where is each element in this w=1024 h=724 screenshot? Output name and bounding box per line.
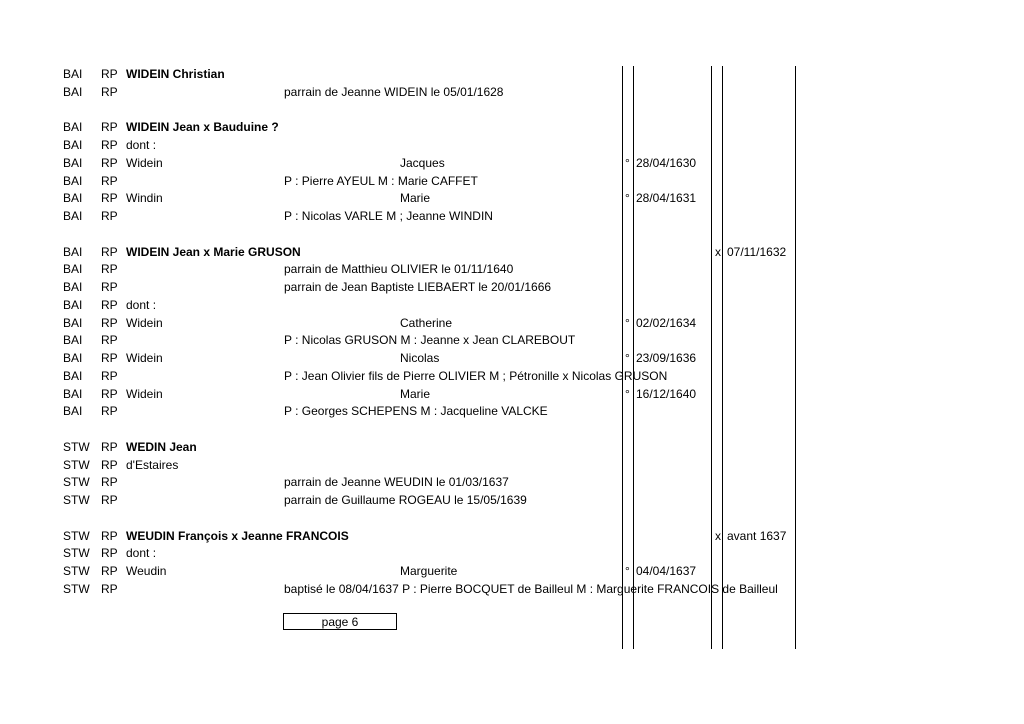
name-cell: d'Estaires <box>126 457 179 472</box>
register-row <box>0 261 1024 278</box>
parish-code: STW <box>63 581 90 596</box>
parish-code: BAI <box>63 173 83 188</box>
parish-code: BAI <box>63 368 83 383</box>
register-code: RP <box>101 262 118 277</box>
parish-code: STW <box>63 493 90 507</box>
name-cell: WEUDIN François x Jeanne FRANCOIS <box>126 528 349 543</box>
register-code: RP <box>101 475 118 490</box>
register-row <box>0 439 1024 456</box>
register-code: RP <box>101 439 118 454</box>
register-row <box>0 155 1024 172</box>
register-row <box>0 279 1024 296</box>
name-cell: WIDEIN Jean x Bauduine ? <box>126 120 279 135</box>
register-code: RP <box>101 333 118 348</box>
detail-cell: parrain de Jean Baptiste LIEBAERT le 20/01/1666 <box>284 280 552 294</box>
parish-code: STW <box>63 475 90 490</box>
detail-cell: parrain de Jeanne WEUDIN le 01/03/1637 <box>284 475 509 490</box>
parish-code: BAI <box>63 84 83 99</box>
detail-cell: P : Nicolas GRUSON M : Jeanne x Jean CLAREBOUT <box>284 333 576 348</box>
parish-code: BAI <box>63 404 83 419</box>
firstname-cell: Nicolas <box>400 351 440 365</box>
register-row <box>0 403 1024 420</box>
register-row <box>0 386 1024 403</box>
parish-code: BAI <box>63 333 83 348</box>
register-row <box>0 315 1024 332</box>
parish-code: STW <box>63 528 90 543</box>
register-code: RP <box>101 155 118 170</box>
register-code: RP <box>101 315 118 330</box>
parish-code: BAI <box>63 280 83 294</box>
register-code: RP <box>101 581 118 596</box>
marriage-date: avant 1637 <box>727 528 787 543</box>
birth-marker: ° <box>625 564 630 578</box>
register-row <box>0 244 1024 261</box>
detail-cell: parrain de Guillaume ROGEAU le 15/05/1639 <box>284 493 527 507</box>
name-cell: Windin <box>126 191 163 206</box>
birth-marker: ° <box>625 351 630 365</box>
blank-row <box>0 226 1024 243</box>
parish-code: BAI <box>63 297 83 312</box>
name-cell: WIDEIN Jean x Marie GRUSON <box>126 244 301 259</box>
birth-date: 28/04/1631 <box>636 191 697 206</box>
parish-code: BAI <box>63 351 83 365</box>
register-row <box>0 137 1024 154</box>
register-code: RP <box>101 528 118 543</box>
detail-cell: P : Georges SCHEPENS M : Jacqueline VALCKE <box>284 404 548 419</box>
register-row <box>0 190 1024 207</box>
register-row <box>0 208 1024 225</box>
register-row <box>0 350 1024 367</box>
name-cell: dont : <box>126 546 157 561</box>
register-row <box>0 368 1024 385</box>
register-code: RP <box>101 244 118 259</box>
register-code: RP <box>101 191 118 206</box>
register-row <box>0 528 1024 545</box>
parish-code: BAI <box>63 386 83 401</box>
firstname-cell: Marguerite <box>400 564 458 578</box>
parish-code: BAI <box>63 67 83 81</box>
register-row <box>0 119 1024 136</box>
name-cell: Weudin <box>126 564 167 578</box>
birth-date: 02/02/1634 <box>636 315 697 330</box>
name-cell: dont : <box>126 138 157 152</box>
firstname-cell: Marie <box>400 191 431 206</box>
parish-code: STW <box>63 564 90 578</box>
name-cell: Widein <box>126 351 163 365</box>
parish-code: STW <box>63 546 90 561</box>
detail-cell: P : Jean Olivier fils de Pierre OLIVIER M ; Pétronille x Nicolas GRUSON <box>284 368 668 383</box>
register-code: RP <box>101 173 118 188</box>
register-code: RP <box>101 297 118 312</box>
name-cell: dont : <box>126 297 157 312</box>
detail-cell: baptisé le 08/04/1637 P : Pierre BOCQUET de Bailleul M : Marguerite FRANCOIS de Bailleul <box>284 581 778 596</box>
register-row <box>0 332 1024 349</box>
register-code: RP <box>101 120 118 135</box>
register-row <box>0 581 1024 598</box>
parish-code: BAI <box>63 191 83 206</box>
blank-row <box>0 421 1024 438</box>
register-code: RP <box>101 546 118 561</box>
firstname-cell: Jacques <box>400 155 445 170</box>
parish-code: BAI <box>63 138 83 152</box>
name-cell: Widein <box>126 386 163 401</box>
detail-cell: P : Pierre AYEUL M : Marie CAFFET <box>284 173 478 188</box>
register-code: RP <box>101 138 118 152</box>
parish-code: STW <box>63 457 90 472</box>
register-code: RP <box>101 386 118 401</box>
parish-code: BAI <box>63 315 83 330</box>
register-code: RP <box>101 280 118 294</box>
page-number-box: page 6 <box>283 613 397 630</box>
parish-code: STW <box>63 439 90 454</box>
firstname-cell: Marie <box>400 386 431 401</box>
marriage-date: 07/11/1632 <box>727 244 787 259</box>
birth-marker: ° <box>625 315 630 330</box>
register-code: RP <box>101 564 118 578</box>
parish-code: BAI <box>63 155 83 170</box>
parish-code: BAI <box>63 262 83 277</box>
name-cell: WIDEIN Christian <box>126 67 225 81</box>
parish-code: BAI <box>63 120 83 135</box>
birth-marker: ° <box>625 386 630 401</box>
name-cell: WEDIN Jean <box>126 439 197 454</box>
detail-cell: parrain de Matthieu OLIVIER le 01/11/1640 <box>284 262 514 277</box>
birth-date: 28/04/1630 <box>636 155 697 170</box>
blank-row <box>0 102 1024 119</box>
parish-code: BAI <box>63 244 83 259</box>
register-code: RP <box>101 209 118 223</box>
register-code: RP <box>101 404 118 419</box>
blank-row <box>0 510 1024 527</box>
register-row <box>0 66 1024 83</box>
register-row <box>0 457 1024 474</box>
register-row <box>0 563 1024 580</box>
register-code: RP <box>101 493 118 507</box>
detail-cell: P : Nicolas VARLE M ; Jeanne WINDIN <box>284 209 493 223</box>
register-row <box>0 297 1024 314</box>
register-code: RP <box>101 67 118 81</box>
register-row <box>0 84 1024 101</box>
firstname-cell: Catherine <box>400 315 453 330</box>
register-row <box>0 474 1024 491</box>
marriage-marker: x <box>715 244 721 259</box>
name-cell: Widein <box>126 315 163 330</box>
birth-date: 16/12/1640 <box>636 386 697 401</box>
birth-date: 04/04/1637 <box>636 564 697 578</box>
birth-marker: ° <box>625 155 630 170</box>
register-code: RP <box>101 368 118 383</box>
parish-code: BAI <box>63 209 83 223</box>
detail-cell: parrain de Jeanne WIDEIN le 05/01/1628 <box>284 84 504 99</box>
name-cell: Widein <box>126 155 163 170</box>
register-code: RP <box>101 457 118 472</box>
register-row <box>0 492 1024 509</box>
birth-date: 23/09/1636 <box>636 351 697 365</box>
register-row <box>0 173 1024 190</box>
register-code: RP <box>101 351 118 365</box>
register-code: RP <box>101 84 118 99</box>
register-row <box>0 545 1024 562</box>
birth-marker: ° <box>625 191 630 206</box>
marriage-marker: x <box>715 528 721 543</box>
